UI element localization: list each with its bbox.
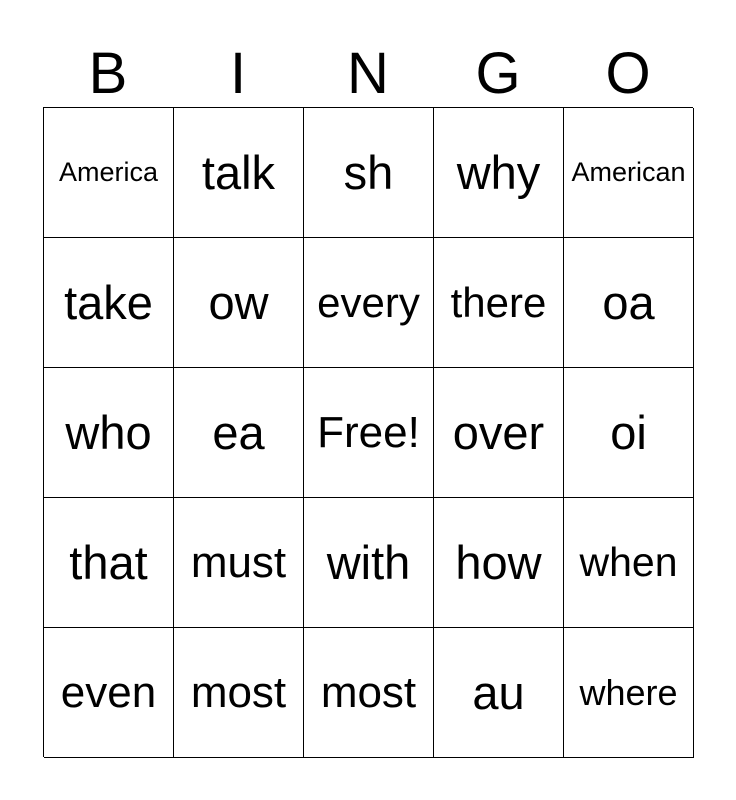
- bingo-cell: take: [44, 238, 174, 368]
- bingo-cell: how: [434, 498, 564, 628]
- header-letter-n: N: [347, 41, 389, 106]
- bingo-cell: who: [44, 368, 174, 498]
- header-letter-g: G: [475, 41, 521, 106]
- bingo-cell: ea: [174, 368, 304, 498]
- bingo-cell: sh: [304, 108, 434, 238]
- header-letter-b: B: [88, 41, 128, 106]
- bingo-cell: ow: [174, 238, 304, 368]
- bingo-cell: even: [44, 628, 174, 758]
- bingo-cell: there: [434, 238, 564, 368]
- bingo-cell: most: [304, 628, 434, 758]
- bingo-cell: most: [174, 628, 304, 758]
- bingo-cell: over: [434, 368, 564, 498]
- header-letter-o: O: [605, 41, 651, 106]
- bingo-cell: where: [564, 628, 694, 758]
- bingo-cell: talk: [174, 108, 304, 238]
- bingo-cell: with: [304, 498, 434, 628]
- bingo-cell: American: [564, 108, 694, 238]
- bingo-cell: oa: [564, 238, 694, 368]
- header-letter-i: I: [229, 41, 247, 106]
- bingo-cell: every: [304, 238, 434, 368]
- bingo-cell: au: [434, 628, 564, 758]
- bingo-cell: America: [44, 108, 174, 238]
- bingo-cell: oi: [564, 368, 694, 498]
- bingo-cell: why: [434, 108, 564, 238]
- free-space-cell: Free!: [304, 368, 434, 498]
- bingo-cell: when: [564, 498, 694, 628]
- bingo-board: [43, 107, 693, 757]
- bingo-cell: that: [44, 498, 174, 628]
- bingo-cell: must: [174, 498, 304, 628]
- bingo-header: [43, 40, 693, 108]
